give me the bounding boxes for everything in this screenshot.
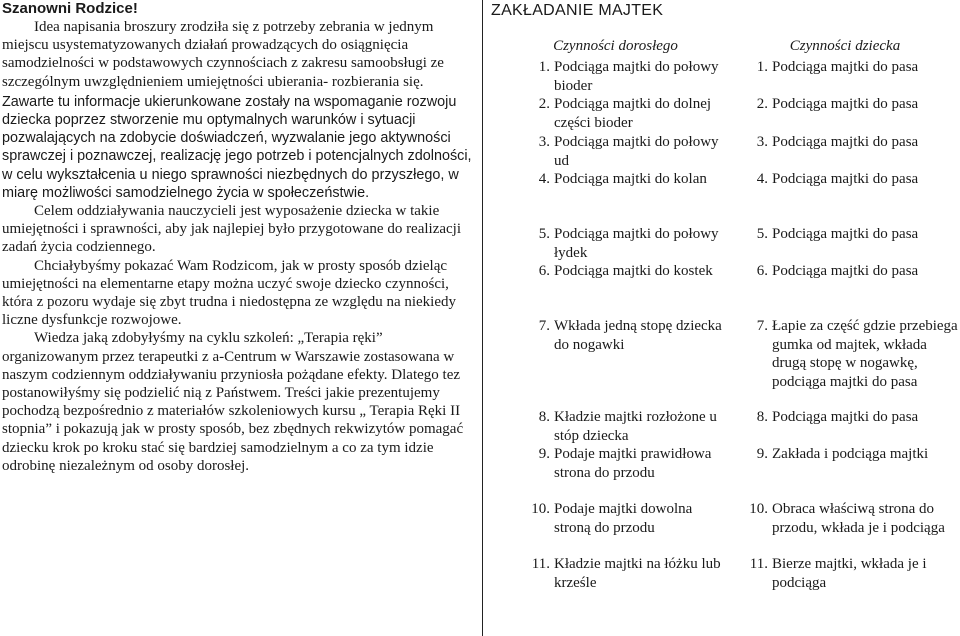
intro-paragraph-1: Idea napisania broszury zrodziła się z potrzeby zebrania w jednym miejscu usystematyzowanych działań prowadzących do osiągnięcia samodzielności w podstawowych czynnościach z zakresu samoobsługi ze szczególnym uwzględnieniem umiejętności ubierania- rozbierania się. <box>2 19 444 90</box>
child-step: 8. Podciąga majtki do pasa <box>756 409 919 425</box>
child-step: 9. Zakłada i podciąga majtki <box>756 446 929 462</box>
adult-column-header: Czynności dorosłego <box>553 38 678 54</box>
adult-step: 8. Kładzie majtki rozłożone u stóp dziecka <box>538 409 717 444</box>
adult-step: 7. Wkłada jedną stopę dziecka do nogawki <box>538 318 722 353</box>
child-step: 1. Podciąga majtki do pasa <box>756 59 919 75</box>
greeting: Szanowni Rodzice! <box>2 0 138 17</box>
child-step: 6. Podciąga majtki do pasa <box>756 263 919 279</box>
steps-title: ZAKŁADANIE MAJTEK <box>491 2 664 19</box>
intro-paragraph-5: Wiedza jaką zdobyłyśmy na cyklu szkoleń: „Terapia ręki” organizowanym przez terapeutki z a-Centrum w Warszawie zostasowana w naszym codziennym oddziaływaniu przyniosła pożądane efekty. Dlatego tez postanowiłyśmy się podzielić nią z Państwem. Treści jakie prezentujemy pochodzą bezpośrednio z materiałów szkoleniowych kursu „ Terapia Ręki II stopnia” i pokazują jak w prosty sposób, bez zbędnych rekwizytów pomagać dziecku krok po kroku stać się bardziej samodzielnym a co za tym idzie odrobinę niezależnym od osoby dorosłej. <box>2 330 464 474</box>
adult-step: 9. Podaje majtki prawidłowa strona do przodu <box>538 446 712 481</box>
adult-step: 4. Podciąga majtki do kolan <box>538 171 707 187</box>
child-step: 10. Obraca właściwą strona do przodu, wkłada je i podciąga <box>749 501 945 536</box>
adult-step: 11. Kładzie majtki na łóżku lub krześle <box>531 556 721 591</box>
adult-step: 3. Podciąga majtki do połowy ud <box>538 134 719 169</box>
child-step: 5. Podciąga majtki do pasa <box>756 226 919 242</box>
child-step: 2. Podciąga majtki do pasa <box>756 96 919 112</box>
adult-step: 10. Podaje majtki dowolna stroną do przodu <box>531 501 693 536</box>
child-step: 11. Bierze majtki, wkłada je i podciąga <box>749 556 927 591</box>
adult-step: 6. Podciąga majtki do kostek <box>538 263 713 279</box>
adult-step: 1. Podciąga majtki do połowy bioder <box>538 59 719 94</box>
adult-step: 2. Podciąga majtki do dolnej części bioder <box>538 96 712 131</box>
steps-table <box>483 0 960 636</box>
child-column-header: Czynności dziecka <box>789 38 901 54</box>
intro-paragraph-3: Celem oddziaływania nauczycieli jest wyposażenie dziecka w takie umiejętności i sprawności, aby jak najlepiej było przygotowane do realizacji zadań życia codziennego. <box>2 203 462 256</box>
intro-paragraph-2: Zawarte tu informacje ukierunkowane zostały na wspomaganie rozwoju dziecka poprzez stworzenie mu optymalnych warunków i sytuacji pozwalających na zdobycie doświadczeń, wyzwalanie jego aktywności sprawczej i poznawczej, realizację jego potrzeb i potencjalnych zdolności, w celu wykształcenia u niego sprawności niezbędnych do przyszłego, w miarę możliwości samodzielnego życia w społeczeństwie. <box>2 93 472 201</box>
intro-paragraph-4: Chciałybyśmy pokazać Wam Rodzicom, jak w prosty sposób dzieląc umiejętności na elementarne etapy można uczyć swoje dziecko czynności, która z pozoru wydaje się zbyt trudna i niedostępna ze względu na niekiedy liczne dysfunkcje rozwojowe. <box>2 257 457 329</box>
child-step: 3. Podciąga majtki do pasa <box>756 134 919 150</box>
intro-letter <box>2 0 474 475</box>
child-step: 7. Łapie za część gdzie przebiega gumka od majtek, wkłada drugą stopę w nogawkę, podciąga majtki do pasa <box>756 318 958 390</box>
child-step: 4. Podciąga majtki do pasa <box>756 171 919 187</box>
adult-step: 5. Podciąga majtki do połowy łydek <box>538 226 719 261</box>
